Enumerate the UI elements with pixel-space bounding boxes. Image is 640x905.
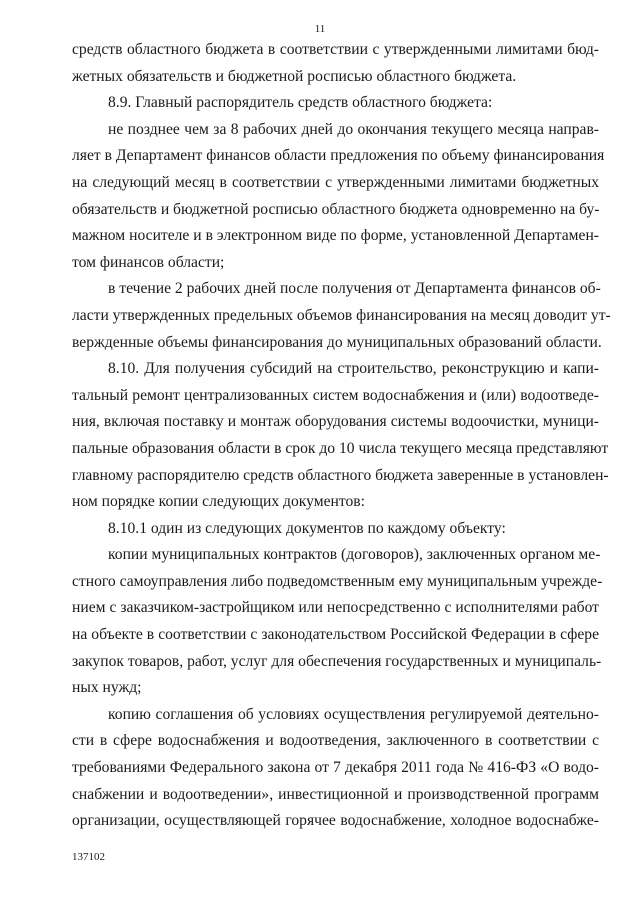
text-line: 8.10. Для получения субсидий на строительство, реконструкцию и капи- [108, 360, 599, 378]
text-line: 8.10.1 один из следующих документов по каждому объекту: [108, 519, 506, 537]
text-line: организации, осуществляющей горячее водоснабжение, холодное водоснабже- [72, 812, 599, 830]
text-line: 8.9. Главный распорядитель средств областного бюджета: [108, 94, 493, 112]
text-line: том финансов области; [72, 253, 225, 271]
document-footer-code: 137102 [72, 851, 105, 863]
text-line: вержденные объемы финансирования до муниципальных образований области. [72, 333, 602, 351]
text-line: ных нужд; [72, 679, 142, 697]
text-line: ляет в Департамент финансов области предложения по объему финансирования [72, 147, 605, 165]
text-line: на объекте в соответствии с законодательством Российской Федерации в сфере [72, 626, 599, 644]
text-line: ном порядке копии следующих документов: [72, 493, 365, 511]
text-line: нием с заказчиком-застройщиком или непосредственно с исполнителями работ [72, 599, 599, 617]
text-line: средств областного бюджета в соответствии с утвержденными лимитами бюд- [72, 41, 599, 58]
text-line: на следующий месяц в соответствии с утвержденными лимитами бюджетных [72, 173, 599, 191]
text-line: ласти утвержденных предельных объемов финансирования на месяц доводит ут- [72, 306, 611, 324]
text-line: требованиями Федерального закона от 7 декабря 2011 года № 416-ФЗ «О водо- [72, 759, 599, 777]
text-line: жетных обязательств и бюджетной росписью областного бюджета. [72, 67, 517, 85]
text-line: ния, включая поставку и монтаж оборудования системы водоочистки, муници- [72, 413, 599, 431]
page-number: 11 [314, 23, 326, 35]
text-line: тальный ремонт централизованных систем водоснабжения и (или) водоотведе- [72, 386, 599, 404]
text-line: копии муниципальных контрактов (договоров), заключенных органом ме- [108, 546, 601, 564]
text-line: снабжении и водоотведении», инвестиционной и производственной программ [72, 785, 599, 803]
text-line: не позднее чем за 8 рабочих дней до окончания текущего месяца направ- [108, 120, 599, 138]
document-body [72, 37, 611, 835]
text-line: закупок товаров, работ, услуг для обеспечения государственных и муниципаль- [72, 652, 602, 670]
text-line: сти в сфере водоснабжения и водоотведения, заключенного в соответствии с [72, 732, 599, 750]
text-line: пальные образования области в срок до 10 числа текущего месяца представляют [72, 439, 609, 457]
text-line: главному распорядителю средств областного бюджета заверенные в установлен- [72, 466, 609, 484]
text-line: в течение 2 рабочих дней после получения от Департамента финансов об- [108, 280, 601, 298]
text-line: копию соглашения об условиях осуществления регулируемой деятельно- [108, 705, 599, 723]
text-line: обязательств и бюджетной росписью областного бюджета одновременно на бу- [72, 200, 600, 218]
text-line: стного самоуправления либо подведомственным ему муниципальным учрежде- [72, 572, 603, 590]
text-line: мажном носителе и в электронном виде по форме, установленной Департамен- [72, 227, 599, 245]
